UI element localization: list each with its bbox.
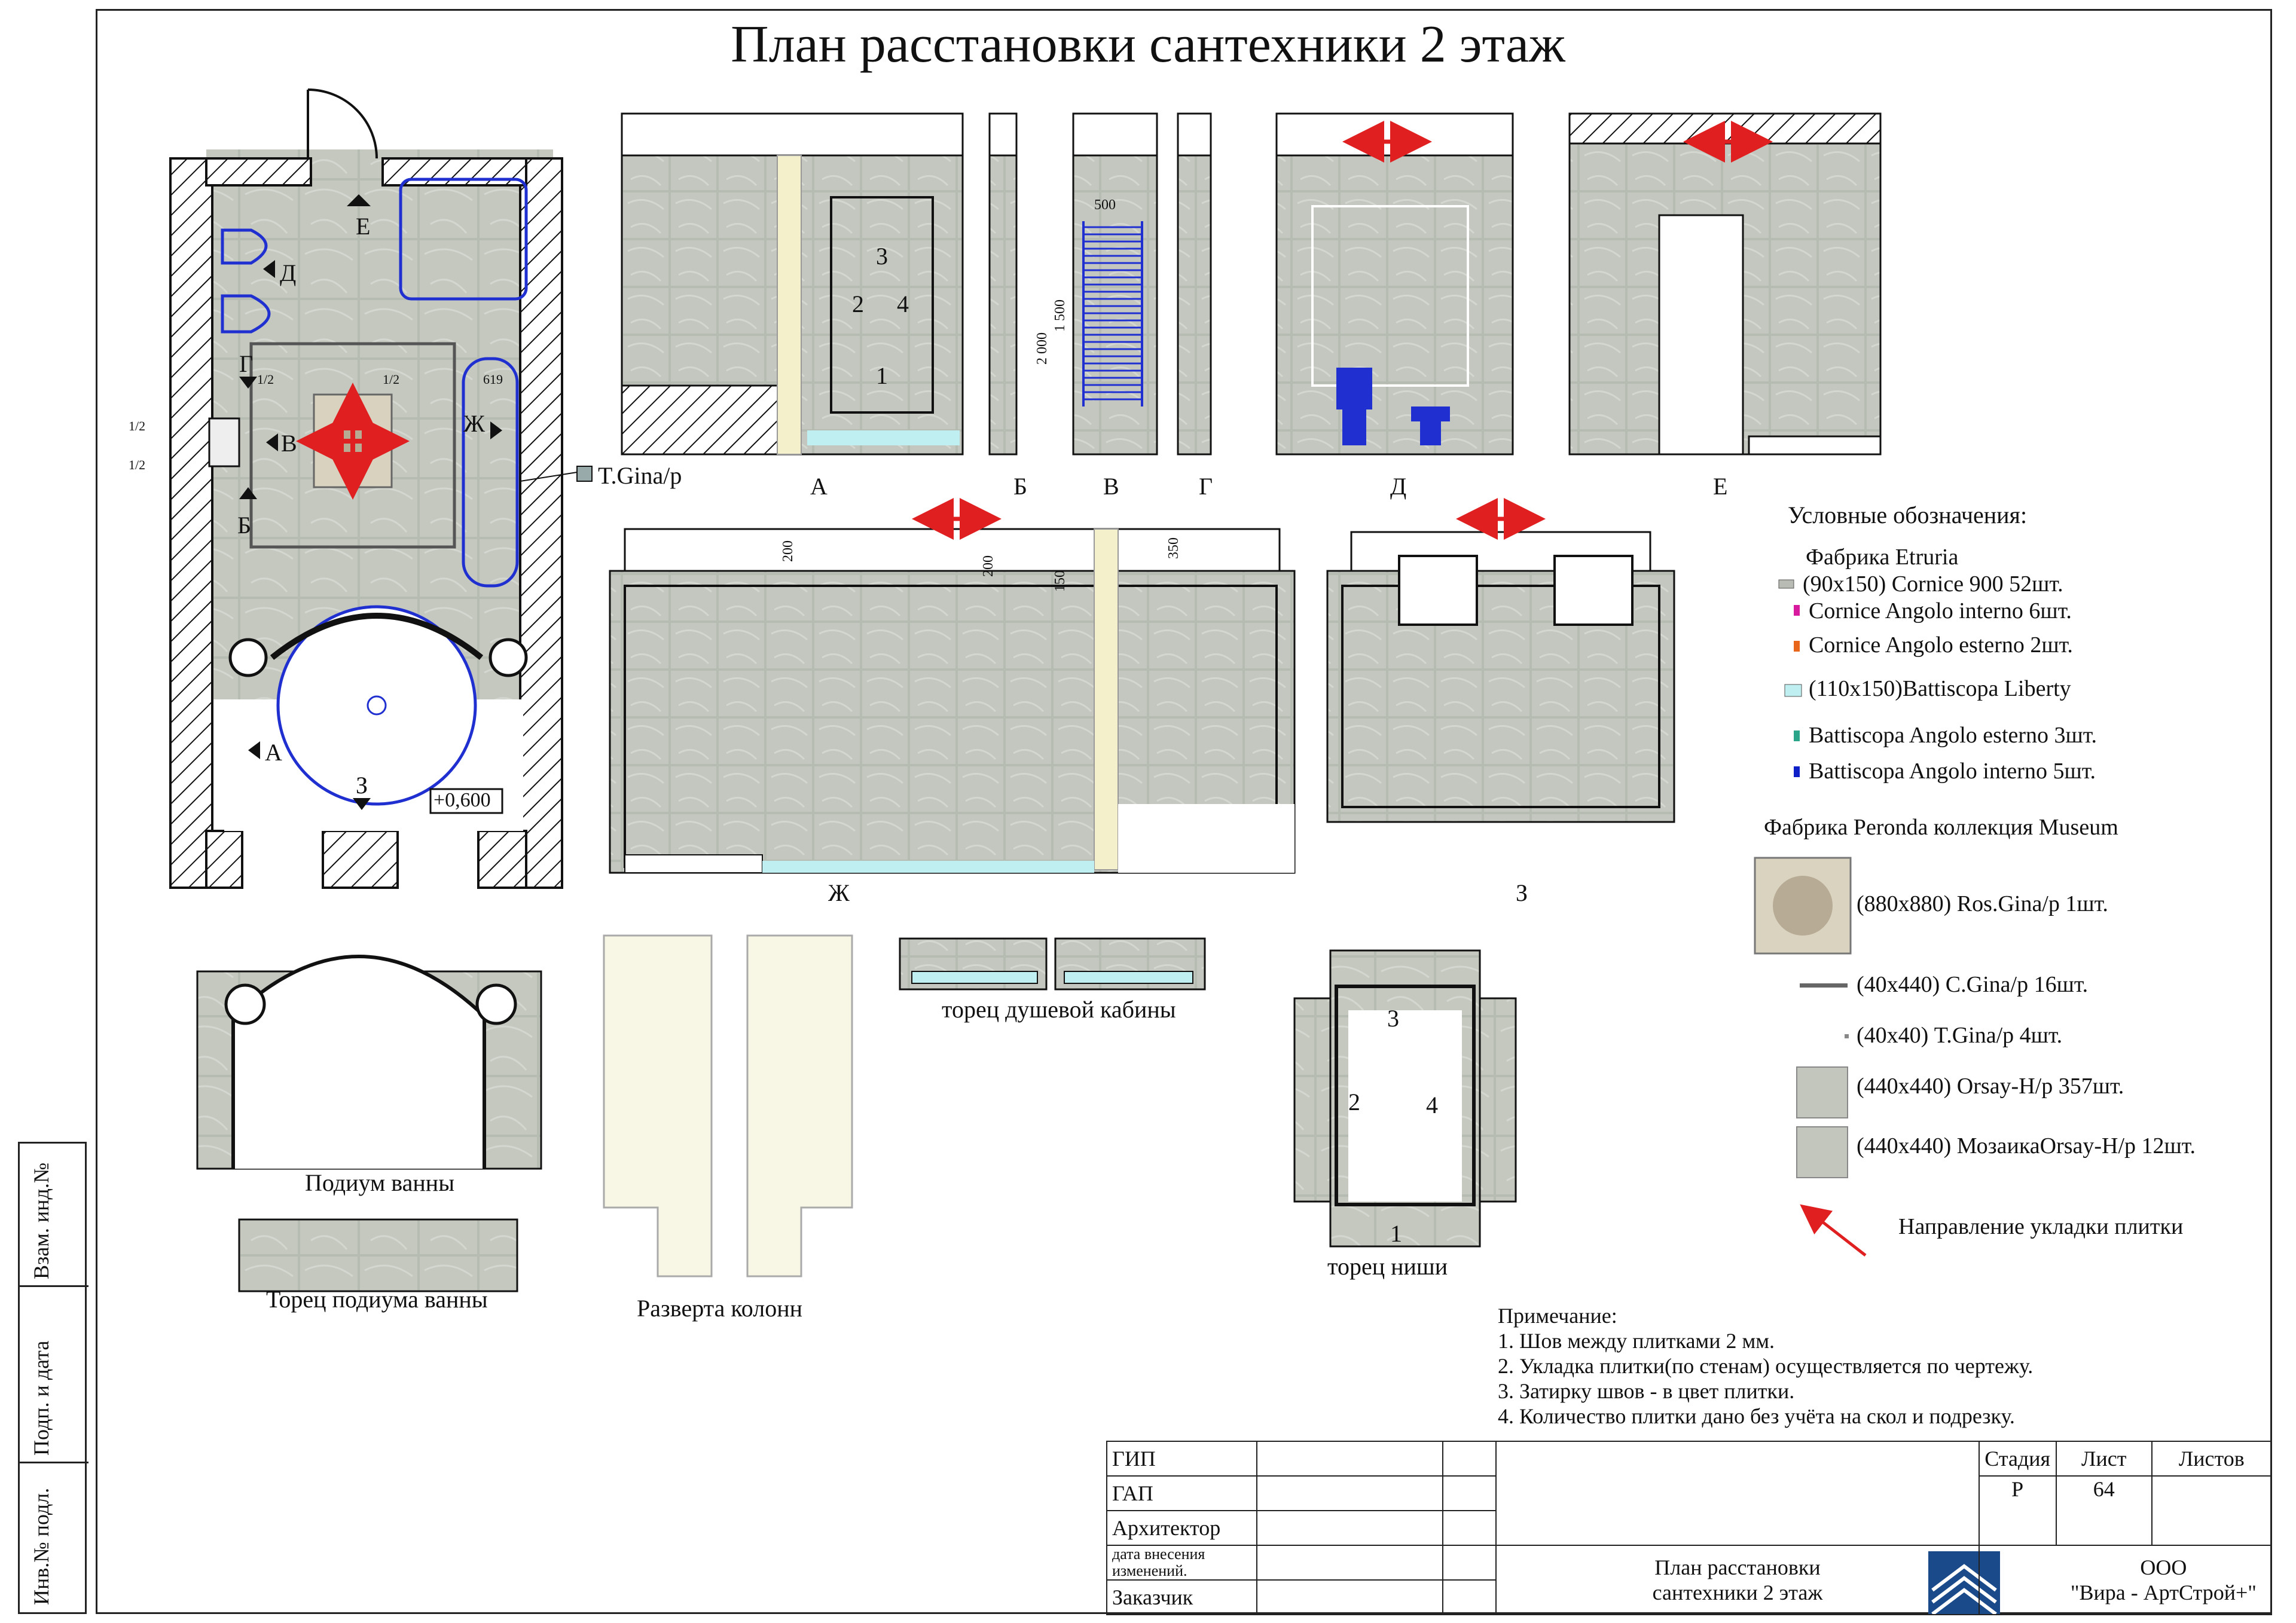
legend-t-gina: (40х40) T.Gina/р 4шт. [1857,1023,2063,1048]
side-replaced-inventory: Взам. инд.№ [29,1162,53,1279]
legend-cornice-interno: Cornice Angolo interno 6шт. [1809,598,2072,623]
elevation-e [1570,114,1880,454]
plan-mark-g: Г [239,350,254,377]
niche-n2: 2 [1348,1089,1360,1115]
elev-label-d: Д [1390,473,1407,500]
stamp-stage-header: Стадия [1979,1441,2056,1476]
stamp-sheets-header: Листов [2152,1441,2271,1476]
plan-mark-e: Е [356,213,371,240]
plan-tgina-label: T.Gina/р [598,462,682,489]
niche-n3: 3 [1387,1005,1399,1032]
stamp-gip: ГИП [1107,1441,1257,1476]
elevation-zh [610,529,1294,873]
plan-half-3: 1/2 [129,418,146,433]
elevation-a [622,114,963,454]
elev-dim-150: 150 [1052,570,1068,592]
stamp-sheet: 64 [2056,1476,2152,1545]
plan-mark-a: А [265,739,282,766]
elevation-g [1178,114,1211,454]
elev-dim-350: 350 [1166,537,1181,559]
legend-ros-gina: (880х880) Ros.Gina/р 1шт. [1857,891,2108,916]
legend-cornice-esterno: Cornice Angolo esterno 2шт. [1809,632,2073,658]
side-signature-date: Подп. и дата [29,1340,53,1456]
elevation-d [1277,114,1513,454]
note-1: 1. Шов между плитками 2 мм. [1498,1329,1775,1353]
stamp-architect: Архитектор [1107,1511,1257,1545]
plan-mark-v: В [281,430,297,457]
legend-cornice-900: (90х150) Cornice 900 52шт. [1803,571,2063,597]
elevation-z [1327,532,1674,822]
plan-half-2: 1/2 [383,372,400,387]
note-2: 2. Укладка плитки(по стенам) осуществляется по чертежу. [1498,1354,2034,1378]
elevation-b [990,114,1016,454]
column-unfold-label: Разверта колонн [637,1295,803,1322]
niche-end-label: торец ниши [1327,1253,1448,1280]
plan-mark-b: Б [237,512,251,539]
elev-label-g: Г [1199,473,1213,500]
notes-block [1498,1303,2033,1429]
side-inventory-original: Инв.№ подл. [29,1487,53,1605]
plan-half-1: 1/2 [257,372,274,387]
stamp-org-2: "Вира - АртСтрой+" [2070,1581,2257,1604]
plan-mark-d: Д [280,259,297,286]
legend-c-gina: (40х440) C.Gina/р 16шт. [1857,972,2089,997]
legend-orsay: (440х440) Orsay-H/р 357шт. [1857,1074,2124,1099]
elev-label-b: Б [1013,473,1027,500]
legend-factory-peronda: Фабрика Peronda коллекция Museum [1764,815,2118,840]
podium-label: Подиум ванны [305,1169,455,1196]
floor-plan [170,90,592,888]
elev-label-zh: Ж [828,879,850,906]
stamp-gap: ГАП [1107,1476,1257,1511]
legend-battiscopa-interno: Battiscopa Angolo interno 5шт. [1809,759,2096,784]
elev-label-v: В [1103,473,1119,500]
stamp-doc-title: План расстановки сантехники 2 этаж [1652,1555,1823,1604]
plan-mark-zh: Ж [463,410,485,437]
legend-factory-etruria: Фабрика Etruria [1806,545,1959,570]
elev-a-n1: 1 [876,362,888,389]
note-3: 3. Затирку швов - в цвет плитки. [1498,1379,1795,1403]
elev-dim-2000: 2 000 [1034,332,1050,365]
elev-dim-1500: 1 500 [1052,299,1068,332]
stamp-org-1: ООО [2140,1555,2187,1579]
page-title: План расстановки сантехники 2 этаж [731,16,1565,74]
plan-half-4: 1/2 [129,457,146,472]
legend-heading: Условные обозначения: [1788,502,2028,528]
niche-end-detail [1294,950,1516,1246]
elev-a-n2: 2 [852,291,864,317]
legend-battiscopa-esterno: Battiscopa Angolo esterno 3шт. [1809,723,2097,748]
podium-end-label: Торец подиума ванны [266,1286,488,1313]
shower-end-label: торец душевой кабины [942,996,1176,1023]
elev-label-z: З [1516,879,1528,906]
legend-battiscopa-liberty: (110х150)Battiscopa Liberty [1809,676,2071,701]
note-4: 4. Количество плитки дано без учёта на скол и подрезку. [1498,1404,2015,1428]
elev-a-n4: 4 [897,291,909,317]
title-block [1106,1441,2272,1615]
stamp-changes: дата внесения изменений. [1107,1545,1257,1580]
elev-dim-500: 500 [1094,197,1116,213]
elev-a-n3: 3 [876,243,888,270]
legend-direction: Направление укладки плитки [1898,1214,2184,1239]
plan-mark-z: З [356,772,368,799]
stamp-client: Заказчик [1107,1580,1257,1615]
elev-label-e: Е [1713,473,1728,500]
elev-dim-200b: 200 [981,555,996,577]
stamp-sheet-header: Лист [2056,1441,2152,1476]
plan-dim-619: 619 [483,372,503,387]
plan-level: +0,600 [433,789,491,811]
elevation-v [1073,114,1157,454]
elev-label-a: А [810,473,828,500]
stamp-stage: Р [1979,1476,2056,1545]
niche-n4: 4 [1426,1092,1438,1118]
elev-dim-200a: 200 [780,540,796,562]
column-unfold [604,936,852,1276]
legend-mosaic-orsay: (440х440) МозаикаOrsay-H/р 12шт. [1857,1133,2196,1159]
notes-heading: Примечание: [1498,1304,1617,1328]
podium-detail [197,956,541,1291]
niche-n1: 1 [1390,1220,1402,1247]
shower-end-detail [900,939,1205,989]
